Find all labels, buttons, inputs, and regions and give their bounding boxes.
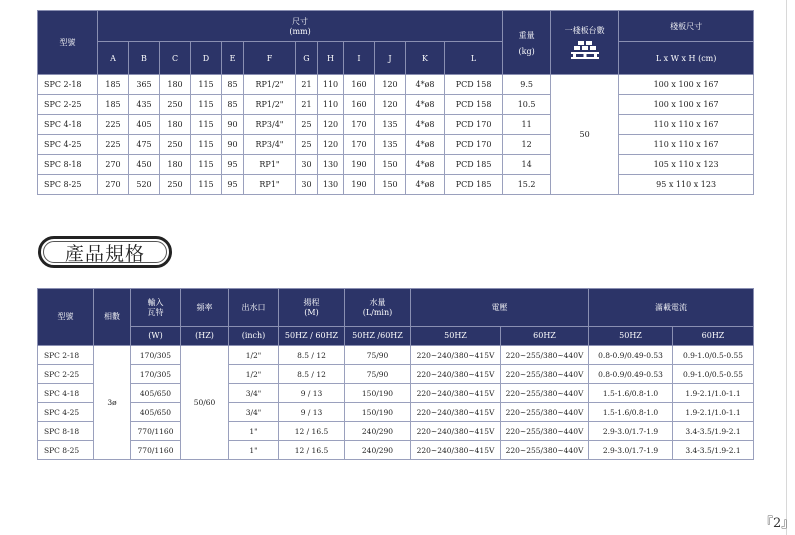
weight-cell: 10.5 (503, 95, 551, 115)
model-cell: SPC 4-25 (38, 403, 94, 422)
model-cell: SPC 8-18 (38, 422, 94, 441)
dim-cell: 130 (318, 175, 344, 195)
dim-cell: 170 (344, 135, 375, 155)
voltage-50hz-cell: 220~240/380~415V (411, 346, 501, 365)
model-cell: SPC 8-25 (38, 175, 98, 195)
model-cell: SPC 4-18 (38, 115, 98, 135)
frequency-cell: 50/60 (181, 346, 229, 460)
current-60hz-cell: 1.9-2.1/1.0-1.1 (673, 384, 754, 403)
voltage-60hz-cell: 220~255/380~440V (501, 365, 589, 384)
dim-cell: RP1/2" (244, 95, 296, 115)
dim-cell: 115 (191, 155, 222, 175)
header-dim-e: E (222, 42, 244, 75)
dim-cell: PCD 170 (445, 135, 503, 155)
dim-cell: 180 (160, 155, 191, 175)
flow-cell: 240/290 (345, 441, 411, 460)
pallet-size-cell: 100 x 100 x 167 (619, 95, 754, 115)
power-cell: 770/1160 (131, 422, 181, 441)
header-pallet-size: 棧板尺寸 (619, 11, 754, 42)
header-power: 輸入 瓦特 (131, 289, 181, 327)
header-frequency: 頻率 (181, 289, 229, 327)
unit-power: (W) (131, 327, 181, 346)
flow-cell: 240/290 (345, 422, 411, 441)
dim-cell: 110 (318, 75, 344, 95)
header-dim-j: J (375, 42, 406, 75)
dim-cell: 160 (344, 95, 375, 115)
table-row (38, 346, 754, 365)
dim-cell: 4*ø8 (406, 175, 445, 195)
table-row (38, 175, 754, 195)
header-dim-a: A (98, 42, 129, 75)
dim-cell: 120 (375, 95, 406, 115)
header-phase: 相數 (94, 289, 131, 346)
table-row (38, 75, 754, 95)
dim-cell: 25 (296, 115, 318, 135)
dim-cell: 21 (296, 75, 318, 95)
power-cell: 405/650 (131, 384, 181, 403)
dim-cell: 120 (318, 135, 344, 155)
header-current: 滿載電流 (589, 289, 754, 327)
section-title-frame (43, 241, 167, 263)
dim-cell: 115 (191, 75, 222, 95)
weight-cell: 12 (503, 135, 551, 155)
dim-cell: 21 (296, 95, 318, 115)
header-pallet-size-unit: L x W x H (cm) (619, 42, 754, 75)
table-row (38, 422, 754, 441)
dim-cell: 180 (160, 115, 191, 135)
current-60hz-cell: 0.9-1.0/0.5-0.55 (673, 365, 754, 384)
pallet-size-cell: 110 x 110 x 167 (619, 135, 754, 155)
dim-cell: 135 (375, 115, 406, 135)
head-cell: 8.5 / 12 (279, 365, 345, 384)
dim-cell: 450 (129, 155, 160, 175)
dim-cell: 85 (222, 75, 244, 95)
dim-cell: 170 (344, 115, 375, 135)
header-dim-i: I (344, 42, 375, 75)
dim-cell: 405 (129, 115, 160, 135)
page-edge-line (786, 0, 787, 535)
header-dim-l: L (445, 42, 503, 75)
dim-cell: PCD 185 (445, 175, 503, 195)
pallet-size-cell: 105 x 110 x 123 (619, 155, 754, 175)
head-cell: 8.5 / 12 (279, 346, 345, 365)
table-row (38, 135, 754, 155)
current-60hz-cell: 3.4-3.5/1.9-2.1 (673, 441, 754, 460)
outlet-cell: 3/4" (229, 384, 279, 403)
power-cell: 405/650 (131, 403, 181, 422)
outlet-cell: 3/4" (229, 403, 279, 422)
voltage-60hz-cell: 220~255/380~440V (501, 441, 589, 460)
dim-cell: 270 (98, 155, 129, 175)
dim-cell: 475 (129, 135, 160, 155)
weight-cell: 15.2 (503, 175, 551, 195)
weight-cell: 9.5 (503, 75, 551, 95)
dim-cell: 95 (222, 155, 244, 175)
pallet-size-cell: 100 x 100 x 167 (619, 75, 754, 95)
unit-flow: 50HZ /60HZ (345, 327, 411, 346)
dim-cell: 225 (98, 115, 129, 135)
current-60hz-cell: 1.9-2.1/1.0-1.1 (673, 403, 754, 422)
dim-cell: RP3/4" (244, 115, 296, 135)
flow-cell: 75/90 (345, 365, 411, 384)
header-flow (345, 289, 411, 327)
dim-cell: 120 (318, 115, 344, 135)
table-row (38, 441, 754, 460)
dim-cell: 4*ø8 (406, 75, 445, 95)
head-unit: (M) (304, 307, 319, 317)
phase-cell: 3ø (94, 346, 131, 460)
dim-cell: 190 (344, 175, 375, 195)
head-cell: 9 / 13 (279, 384, 345, 403)
head-cell: 9 / 13 (279, 403, 345, 422)
voltage-50hz-cell: 220~240/380~415V (411, 403, 501, 422)
dim-cell: 115 (191, 135, 222, 155)
model-cell: SPC 2-18 (38, 346, 94, 365)
flow-cell: 75/90 (345, 346, 411, 365)
dim-cell: 30 (296, 175, 318, 195)
table-row (38, 155, 754, 175)
dim-cell: PCD 170 (445, 115, 503, 135)
section-title-badge (38, 236, 172, 268)
dim-cell: 130 (318, 155, 344, 175)
outlet-cell: 1/2" (229, 346, 279, 365)
voltage-60hz-cell: 220~255/380~440V (501, 403, 589, 422)
dim-cell: 30 (296, 155, 318, 175)
dim-cell: 4*ø8 (406, 115, 445, 135)
head-title: 揚程 (303, 297, 320, 307)
table-row (38, 403, 754, 422)
unit-current-50hz: 50HZ (589, 327, 673, 346)
model-cell: SPC 2-18 (38, 75, 98, 95)
flow-cell: 150/190 (345, 384, 411, 403)
dim-cell: 180 (160, 75, 191, 95)
dim-cell: 115 (191, 115, 222, 135)
model-cell: SPC 2-25 (38, 95, 98, 115)
unit-current-60hz: 60HZ (673, 327, 754, 346)
head-cell: 12 / 16.5 (279, 441, 345, 460)
unit-voltage-60hz: 60HZ (501, 327, 589, 346)
current-60hz-cell: 3.4-3.5/1.9-2.1 (673, 422, 754, 441)
header-model: 型號 (38, 289, 94, 346)
weight-unit: (kg) (518, 46, 535, 56)
pallet-size-cell: 95 x 110 x 123 (619, 175, 754, 195)
header-model: 型號 (38, 11, 98, 75)
dim-cell: 25 (296, 135, 318, 155)
dim-cell: 190 (344, 155, 375, 175)
current-50hz-cell: 0.8-0.9/0.49-0.53 (589, 346, 673, 365)
dim-cell: 4*ø8 (406, 135, 445, 155)
current-50hz-cell: 0.8-0.9/0.49-0.53 (589, 365, 673, 384)
power-cell: 770/1160 (131, 441, 181, 460)
header-dimensions (98, 11, 503, 42)
dim-cell: 520 (129, 175, 160, 195)
dim-cell: 4*ø8 (406, 155, 445, 175)
dim-cell: 4*ø8 (406, 95, 445, 115)
dim-cell: 115 (191, 175, 222, 195)
dim-cell: PCD 158 (445, 75, 503, 95)
outlet-cell: 1/2" (229, 365, 279, 384)
current-50hz-cell: 2.9-3.0/1.7-1.9 (589, 422, 673, 441)
header-dim-k: K (406, 42, 445, 75)
header-voltage: 電壓 (411, 289, 589, 327)
dim-cell: 110 (318, 95, 344, 115)
dim-cell: 150 (375, 175, 406, 195)
dim-cell: PCD 185 (445, 155, 503, 175)
table-row (38, 365, 754, 384)
pallet-count-cell: 50 (551, 75, 619, 195)
table-row (38, 95, 754, 115)
current-60hz-cell: 0.9-1.0/0.5-0.55 (673, 346, 754, 365)
power-cell: 170/305 (131, 365, 181, 384)
flow-title: 水量 (369, 297, 386, 307)
dim-cell: 185 (98, 95, 129, 115)
dim-cell: 90 (222, 115, 244, 135)
dim-cell: 270 (98, 175, 129, 195)
dim-cell: 85 (222, 95, 244, 115)
power-cell: 170/305 (131, 346, 181, 365)
dim-cell: 365 (129, 75, 160, 95)
outlet-cell: 1" (229, 441, 279, 460)
dimensions-table (37, 10, 754, 195)
weight-cell: 11 (503, 115, 551, 135)
header-pallet-count (551, 11, 619, 75)
section-title: 產品規格 (64, 242, 145, 265)
weight-cell: 14 (503, 155, 551, 175)
dim-cell: 150 (375, 155, 406, 175)
unit-outlet: (inch) (229, 327, 279, 346)
head-cell: 12 / 16.5 (279, 422, 345, 441)
header-dim-b: B (129, 42, 160, 75)
model-cell: SPC 8-18 (38, 155, 98, 175)
dim-cell: RP3/4" (244, 135, 296, 155)
dimensions-title: 尺寸 (292, 17, 309, 26)
voltage-60hz-cell: 220~255/380~440V (501, 346, 589, 365)
voltage-50hz-cell: 220~240/380~415V (411, 365, 501, 384)
header-dim-g: G (296, 42, 318, 75)
model-cell: SPC 2-25 (38, 365, 94, 384)
header-dim-d: D (191, 42, 222, 75)
dim-cell: RP1" (244, 155, 296, 175)
dimensions-unit: (mm) (289, 27, 311, 36)
dim-cell: RP1/2" (244, 75, 296, 95)
header-dim-c: C (160, 42, 191, 75)
unit-head: 50HZ / 60HZ (279, 327, 345, 346)
dim-cell: 250 (160, 135, 191, 155)
header-head (279, 289, 345, 327)
dim-cell: RP1" (244, 175, 296, 195)
current-50hz-cell: 1.5-1.6/0.8-1.0 (589, 403, 673, 422)
header-dim-f: F (244, 42, 296, 75)
dim-cell: 250 (160, 175, 191, 195)
unit-voltage-50hz: 50HZ (411, 327, 501, 346)
unit-frequency: (HZ) (181, 327, 229, 346)
header-dim-h: H (318, 42, 344, 75)
current-50hz-cell: 1.5-1.6/0.8-1.0 (589, 384, 673, 403)
specifications-table (37, 288, 754, 460)
flow-cell: 150/190 (345, 403, 411, 422)
table-row (38, 115, 754, 135)
dim-cell: 160 (344, 75, 375, 95)
outlet-cell: 1" (229, 422, 279, 441)
dim-cell: 95 (222, 175, 244, 195)
model-cell: SPC 4-18 (38, 384, 94, 403)
dim-cell: 250 (160, 95, 191, 115)
model-cell: SPC 8-25 (38, 441, 94, 460)
current-50hz-cell: 2.9-3.0/1.7-1.9 (589, 441, 673, 460)
dim-cell: 90 (222, 135, 244, 155)
dim-cell: 135 (375, 135, 406, 155)
header-weight (503, 11, 551, 75)
voltage-60hz-cell: 220~255/380~440V (501, 422, 589, 441)
dim-cell: 225 (98, 135, 129, 155)
weight-title: 重量 (518, 30, 535, 40)
voltage-50hz-cell: 220~240/380~415V (411, 384, 501, 403)
dim-cell: 120 (375, 75, 406, 95)
voltage-50hz-cell: 220~240/380~415V (411, 422, 501, 441)
dim-cell: 115 (191, 95, 222, 115)
header-outlet: 出水口 (229, 289, 279, 327)
pallet-size-cell: 110 x 110 x 167 (619, 115, 754, 135)
model-cell: SPC 4-25 (38, 135, 98, 155)
dim-cell: PCD 158 (445, 95, 503, 115)
dim-cell: 435 (129, 95, 160, 115)
voltage-60hz-cell: 220~255/380~440V (501, 384, 589, 403)
flow-unit: (L/min) (362, 307, 393, 317)
table-row (38, 384, 754, 403)
dim-cell: 185 (98, 75, 129, 95)
page-number: 『2』 (760, 516, 795, 531)
pallet-stack-icon (570, 41, 600, 59)
pallet-count-title: 一棧板台數 (564, 25, 605, 35)
voltage-50hz-cell: 220~240/380~415V (411, 441, 501, 460)
